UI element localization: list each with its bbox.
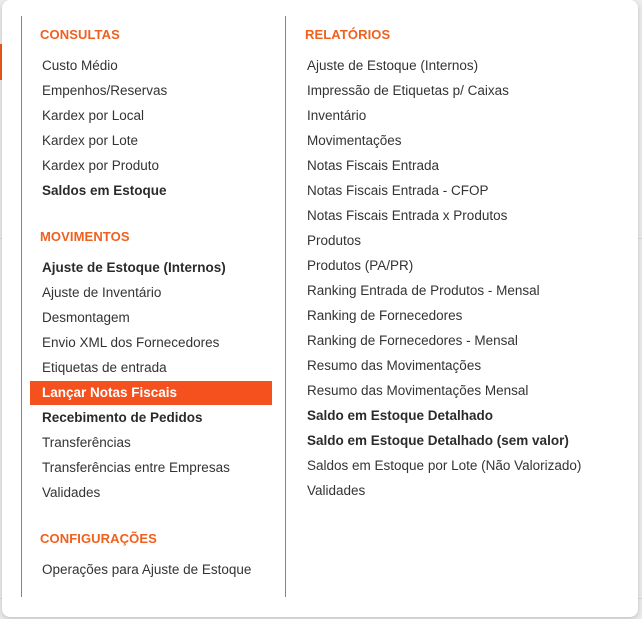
section-title-configuracoes: CONFIGURAÇÕES	[40, 531, 157, 546]
menu-item-transferencias-entre-empresas[interactable]: Transferências entre Empresas	[42, 460, 230, 475]
report-item-resumo-movimentacoes-mensal[interactable]: Resumo das Movimentações Mensal	[307, 383, 529, 398]
section-title-relatorios: RELATÓRIOS	[305, 27, 391, 42]
report-item-saldo-estoque-detalhado[interactable]: Saldo em Estoque Detalhado	[307, 408, 494, 423]
report-item-impressao-etiquetas-caixas[interactable]: Impressão de Etiquetas p/ Caixas	[307, 83, 509, 98]
estoque-dropdown-menu	[2, 0, 638, 617]
report-item-movimentacoes[interactable]: Movimentações	[307, 133, 402, 148]
section-title-movimentos: MOVIMENTOS	[40, 229, 130, 244]
menu-item-validades[interactable]: Validades	[42, 485, 101, 500]
report-item-ranking-fornecedores[interactable]: Ranking de Fornecedores	[307, 308, 463, 323]
report-item-ranking-fornecedores-mensal[interactable]: Ranking de Fornecedores - Mensal	[307, 333, 518, 348]
menu-item-empenhos-reservas[interactable]: Empenhos/Reservas	[42, 83, 168, 98]
report-item-ajuste-de-estoque-internos[interactable]: Ajuste de Estoque (Internos)	[307, 58, 479, 73]
column-divider	[285, 16, 286, 597]
report-item-notas-fiscais-entrada-produtos[interactable]: Notas Fiscais Entrada x Produtos	[307, 208, 508, 223]
report-item-notas-fiscais-entrada-cfop[interactable]: Notas Fiscais Entrada - CFOP	[307, 183, 489, 198]
menu-item-ajuste-de-estoque-internos[interactable]: Ajuste de Estoque (Internos)	[42, 260, 226, 275]
report-item-inventario[interactable]: Inventário	[307, 108, 367, 123]
report-item-ranking-entrada-produtos-mensal[interactable]: Ranking Entrada de Produtos - Mensal	[307, 283, 540, 298]
column-divider	[21, 16, 22, 597]
report-item-produtos[interactable]: Produtos	[307, 233, 362, 248]
menu-item-recebimento-de-pedidos[interactable]: Recebimento de Pedidos	[42, 410, 203, 425]
report-item-notas-fiscais-entrada[interactable]: Notas Fiscais Entrada	[307, 158, 440, 173]
menu-item-kardex-por-lote[interactable]: Kardex por Lote	[42, 133, 139, 148]
menu-item-transferencias[interactable]: Transferências	[42, 435, 131, 450]
report-item-saldos-estoque-por-lote[interactable]: Saldos em Estoque por Lote (Não Valorizado)	[307, 458, 582, 473]
menu-item-ajuste-de-inventario[interactable]: Ajuste de Inventário	[42, 285, 162, 300]
menu-item-desmontagem[interactable]: Desmontagem	[42, 310, 130, 325]
report-item-resumo-movimentacoes[interactable]: Resumo das Movimentações	[307, 358, 482, 373]
report-item-validades[interactable]: Validades	[307, 483, 366, 498]
menu-item-operacoes-ajuste-estoque[interactable]: Operações para Ajuste de Estoque	[42, 562, 252, 577]
menu-item-kardex-por-produto[interactable]: Kardex por Produto	[42, 158, 160, 173]
report-item-produtos-pa-pr[interactable]: Produtos (PA/PR)	[307, 258, 414, 273]
section-title-consultas: CONSULTAS	[40, 27, 120, 42]
menu-item-lancar-notas-fiscais[interactable]: Lançar Notas Fiscais	[30, 381, 272, 405]
menu-item-etiquetas-de-entrada[interactable]: Etiquetas de entrada	[42, 360, 167, 375]
menu-item-envio-xml-fornecedores[interactable]: Envio XML dos Fornecedores	[42, 335, 220, 350]
menu-item-custo-medio[interactable]: Custo Médio	[42, 58, 118, 73]
menu-item-saldos-em-estoque[interactable]: Saldos em Estoque	[42, 183, 167, 198]
menu-item-kardex-por-local[interactable]: Kardex por Local	[42, 108, 145, 123]
report-item-saldo-estoque-detalhado-sem-valor[interactable]: Saldo em Estoque Detalhado (sem valor)	[307, 433, 569, 448]
